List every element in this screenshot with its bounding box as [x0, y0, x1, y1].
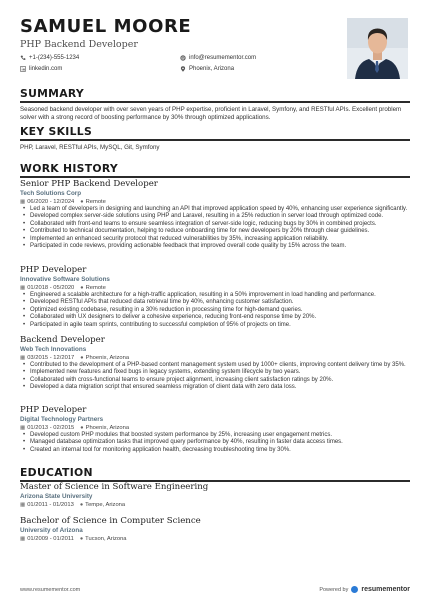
location-pin-icon: ● — [80, 285, 84, 291]
job-entry — [20, 179, 410, 250]
company-name: Digital Technology Partners — [20, 416, 104, 423]
location-pin-icon: ● — [80, 355, 84, 361]
list-item: • Collaborated with UX designers to deliver a cohesive experience, reducing front-end response time by 20%. — [20, 314, 410, 321]
section-divider — [20, 139, 410, 141]
phone-icon — [20, 55, 26, 61]
job-title: Senior PHP Backend Developer — [20, 179, 158, 189]
school-name: University of Arizona — [20, 527, 83, 534]
company-name: Tech Solutions Corp — [20, 190, 82, 197]
job-title: PHP Developer — [20, 405, 87, 415]
skills-heading: KEY SKILLS — [20, 125, 93, 138]
skills-section — [20, 126, 410, 152]
summary-text: Seasoned backend developer with over seven years of PHP expertise, proficient in Laravel, Symfony, and RESTful APIs. Excellent problem solver with a strong record of boosting performance by 30% through optimized applications. — [20, 106, 402, 122]
education-meta: ▦ 01/2009 - 01/2011 ● Tucson, Arizona — [20, 536, 127, 542]
email-icon — [180, 55, 186, 61]
job-bullets — [20, 432, 410, 454]
section-divider — [20, 176, 410, 178]
list-item: • Led a team of developers in designing and launching an API that improved application speed by 40%, enhancing user experience significantly. — [20, 206, 410, 213]
calendar-icon: ▦ — [20, 536, 26, 542]
list-item: • Optimized existing codebase, resulting in a 30% reduction in processing time for high-demand queries. — [20, 307, 410, 314]
calendar-icon: ▦ — [20, 425, 26, 431]
job-meta: ▦ 01/2018 - 05/2020 ● Remote — [20, 285, 106, 291]
list-item: • Engineered a scalable architecture for a high-traffic application, resulting in a 50% improvement in load handling and performance. — [20, 292, 410, 299]
candidate-title: PHP Backend Developer — [20, 39, 138, 50]
job-bullets — [20, 292, 410, 329]
job-meta: ▦ 01/2013 - 02/2015 ● Phoenix, Arizona — [20, 425, 130, 431]
calendar-icon: ▦ — [20, 355, 26, 361]
list-item: • Developed a data migration script that ensured seamless migration of client data with zero data loss. — [20, 384, 410, 391]
list-item: • Implemented an enhanced security protocol that reduced vulnerabilities by 35%, increasing application reliability. — [20, 236, 410, 243]
degree: Master of Science in Software Engineering — [20, 482, 209, 492]
education-section — [20, 467, 410, 482]
company-name: Innovative Software Solutions — [20, 276, 110, 283]
contact-location: Phoenix, Arizona — [180, 65, 320, 73]
location-pin-icon — [180, 66, 186, 72]
location-pin-icon: ● — [79, 502, 84, 508]
calendar-icon: ▦ — [20, 285, 26, 291]
list-item: • Managed database optimization tasks that improved query performance by 40%, resulting in faster data access times. — [20, 439, 410, 446]
location-pin-icon: ● — [79, 536, 84, 542]
list-item: • Contributed to the development of a PHP-based content management system used by 1000+ clients, improving content delivery time by 35%. — [20, 362, 410, 369]
list-item: • Collaborated with cross-functional teams to ensure project alignment, increasing client satisfaction ratings by 20%. — [20, 377, 410, 384]
list-item: • Contributed to technical documentation, helping to reduce onboarding time for new developers by 20% through clear guidelines. — [20, 228, 410, 235]
contact-linkedin[interactable]: linkedin.com — [20, 65, 180, 73]
footer-brand — [319, 586, 410, 593]
skills-text: PHP, Laravel, RESTful APIs, MySQL, Git, Symfony — [20, 144, 160, 151]
job-bullets — [20, 362, 410, 392]
job-title: PHP Developer — [20, 265, 87, 275]
company-name: Web Tech Innovations — [20, 346, 87, 353]
calendar-icon: ▦ — [20, 502, 26, 508]
list-item: • Developed custom PHP modules that boosted system performance by 25%, increasing user engagement metrics. — [20, 432, 410, 439]
degree: Bachelor of Science in Computer Science — [20, 516, 201, 526]
job-meta: ▦ 06/2020 - 12/2024 ● Remote — [20, 199, 106, 205]
svg-text:@: @ — [181, 55, 185, 61]
education-meta: ▦ 01/2011 - 01/2013 ● Tempe, Arizona — [20, 502, 126, 508]
list-item: • Created an internal tool for monitoring application health, decreasing troubleshooting time by 30%. — [20, 447, 410, 454]
powered-by-label: Powered by — [319, 586, 349, 593]
section-divider — [20, 101, 410, 103]
profile-photo — [347, 18, 408, 79]
candidate-name: SAMUEL MOORE — [20, 16, 192, 37]
work-history-section — [20, 163, 410, 178]
calendar-icon: ▦ — [20, 199, 26, 205]
location-pin-icon: ● — [80, 425, 84, 431]
list-item: • Developed RESTful APIs that reduced data retrieval time by 40%, enhancing customer satisfaction. — [20, 299, 410, 306]
education-entry — [20, 516, 410, 543]
job-entry — [20, 335, 410, 392]
education-heading: EDUCATION — [20, 466, 93, 479]
contact-info — [20, 54, 320, 73]
contact-phone: +1-(234)-555-1234 — [20, 54, 180, 62]
job-entry — [20, 405, 410, 454]
list-item: • Developed complex server-side solutions using PHP and Laravel, resulting in a 25% reduction in server load through optimized code. — [20, 213, 410, 220]
linkedin-icon — [20, 66, 26, 72]
resume-header — [20, 17, 320, 73]
list-item: • Participated in code reviews, providing actionable feedback that improved overall code quality by 15% across the team. — [20, 243, 410, 250]
job-title: Backend Developer — [20, 335, 105, 345]
education-entry — [20, 482, 410, 509]
footer-website-link[interactable]: www.resumementor.com — [20, 586, 81, 593]
summary-section — [20, 88, 410, 122]
location-pin-icon: ● — [80, 199, 84, 205]
job-meta: ▦ 03/2015 - 12/2017 ● Phoenix, Arizona — [20, 355, 130, 361]
summary-heading: SUMMARY — [20, 87, 85, 100]
brand-name: resumementor — [361, 586, 410, 593]
list-item: • Participated in agile team sprints, contributing to successful completion of 95% of projects on time. — [20, 322, 410, 329]
list-item: • Collaborated with front-end teams to ensure seamless integration of server-side logic, reducing bugs by 30% in combined projects. — [20, 221, 410, 228]
work-history-heading: WORK HISTORY — [20, 162, 119, 175]
job-bullets — [20, 206, 410, 250]
school-name: Arizona State University — [20, 493, 93, 500]
list-item: • Implemented new features and fixed bugs in legacy systems, extending system lifecycle by two years. — [20, 369, 410, 376]
brand-logo-icon — [351, 586, 358, 593]
job-entry — [20, 265, 410, 329]
page-footer — [20, 586, 410, 593]
contact-email[interactable]: @ info@resumementor.com — [181, 55, 257, 61]
